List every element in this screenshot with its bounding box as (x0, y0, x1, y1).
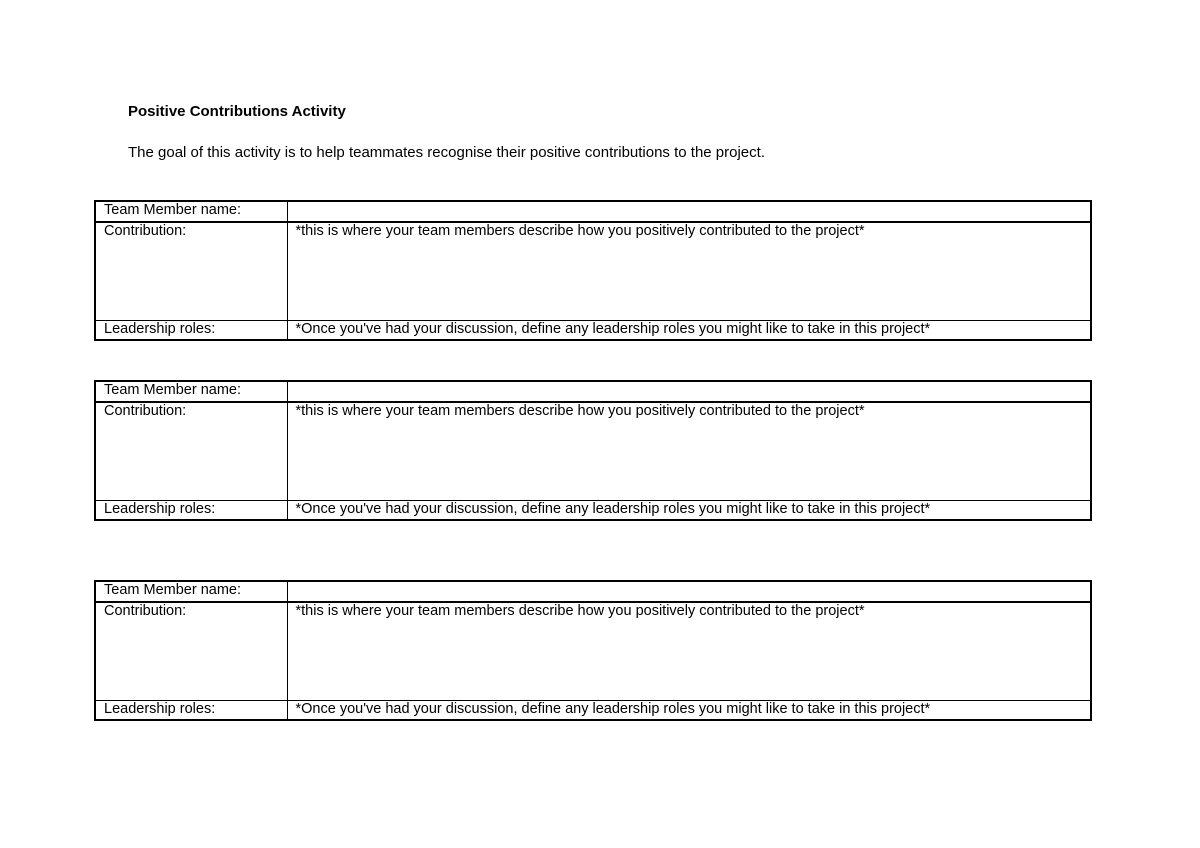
leadership-label: Leadership roles: (95, 701, 287, 721)
name-value-cell[interactable] (287, 581, 1091, 602)
name-label: Team Member name: (95, 201, 287, 222)
name-label: Team Member name: (95, 381, 287, 402)
leadership-value-cell[interactable]: *Once you've had your discussion, define any leadership roles you might like to take in this project* (287, 501, 1091, 521)
contribution-value-cell[interactable]: *this is where your team members describe how you positively contributed to the project* (287, 222, 1091, 321)
name-row (95, 201, 1091, 222)
contribution-row (95, 602, 1091, 701)
member-table-3 (94, 580, 1092, 721)
member-table-2 (94, 380, 1092, 521)
name-row (95, 581, 1091, 602)
leadership-value-cell[interactable]: *Once you've had your discussion, define any leadership roles you might like to take in this project* (287, 321, 1091, 341)
contribution-label: Contribution: (95, 602, 287, 701)
document-title: Positive Contributions Activity (128, 103, 346, 120)
contribution-label: Contribution: (95, 222, 287, 321)
contribution-value-cell[interactable]: *this is where your team members describe how you positively contributed to the project* (287, 602, 1091, 701)
leadership-label: Leadership roles: (95, 321, 287, 341)
contribution-row (95, 222, 1091, 321)
leadership-row (95, 501, 1091, 521)
leadership-label: Leadership roles: (95, 501, 287, 521)
member-table-1 (94, 200, 1092, 341)
intro-paragraph: The goal of this activity is to help teammates recognise their positive contributions to the project. (128, 144, 765, 161)
contribution-value-cell[interactable]: *this is where your team members describe how you positively contributed to the project* (287, 402, 1091, 501)
name-label: Team Member name: (95, 581, 287, 602)
name-value-cell[interactable] (287, 201, 1091, 222)
name-row (95, 381, 1091, 402)
leadership-row (95, 321, 1091, 341)
leadership-value-cell[interactable]: *Once you've had your discussion, define any leadership roles you might like to take in this project* (287, 701, 1091, 721)
name-value-cell[interactable] (287, 381, 1091, 402)
contribution-row (95, 402, 1091, 501)
leadership-row (95, 701, 1091, 721)
contribution-label: Contribution: (95, 402, 287, 501)
